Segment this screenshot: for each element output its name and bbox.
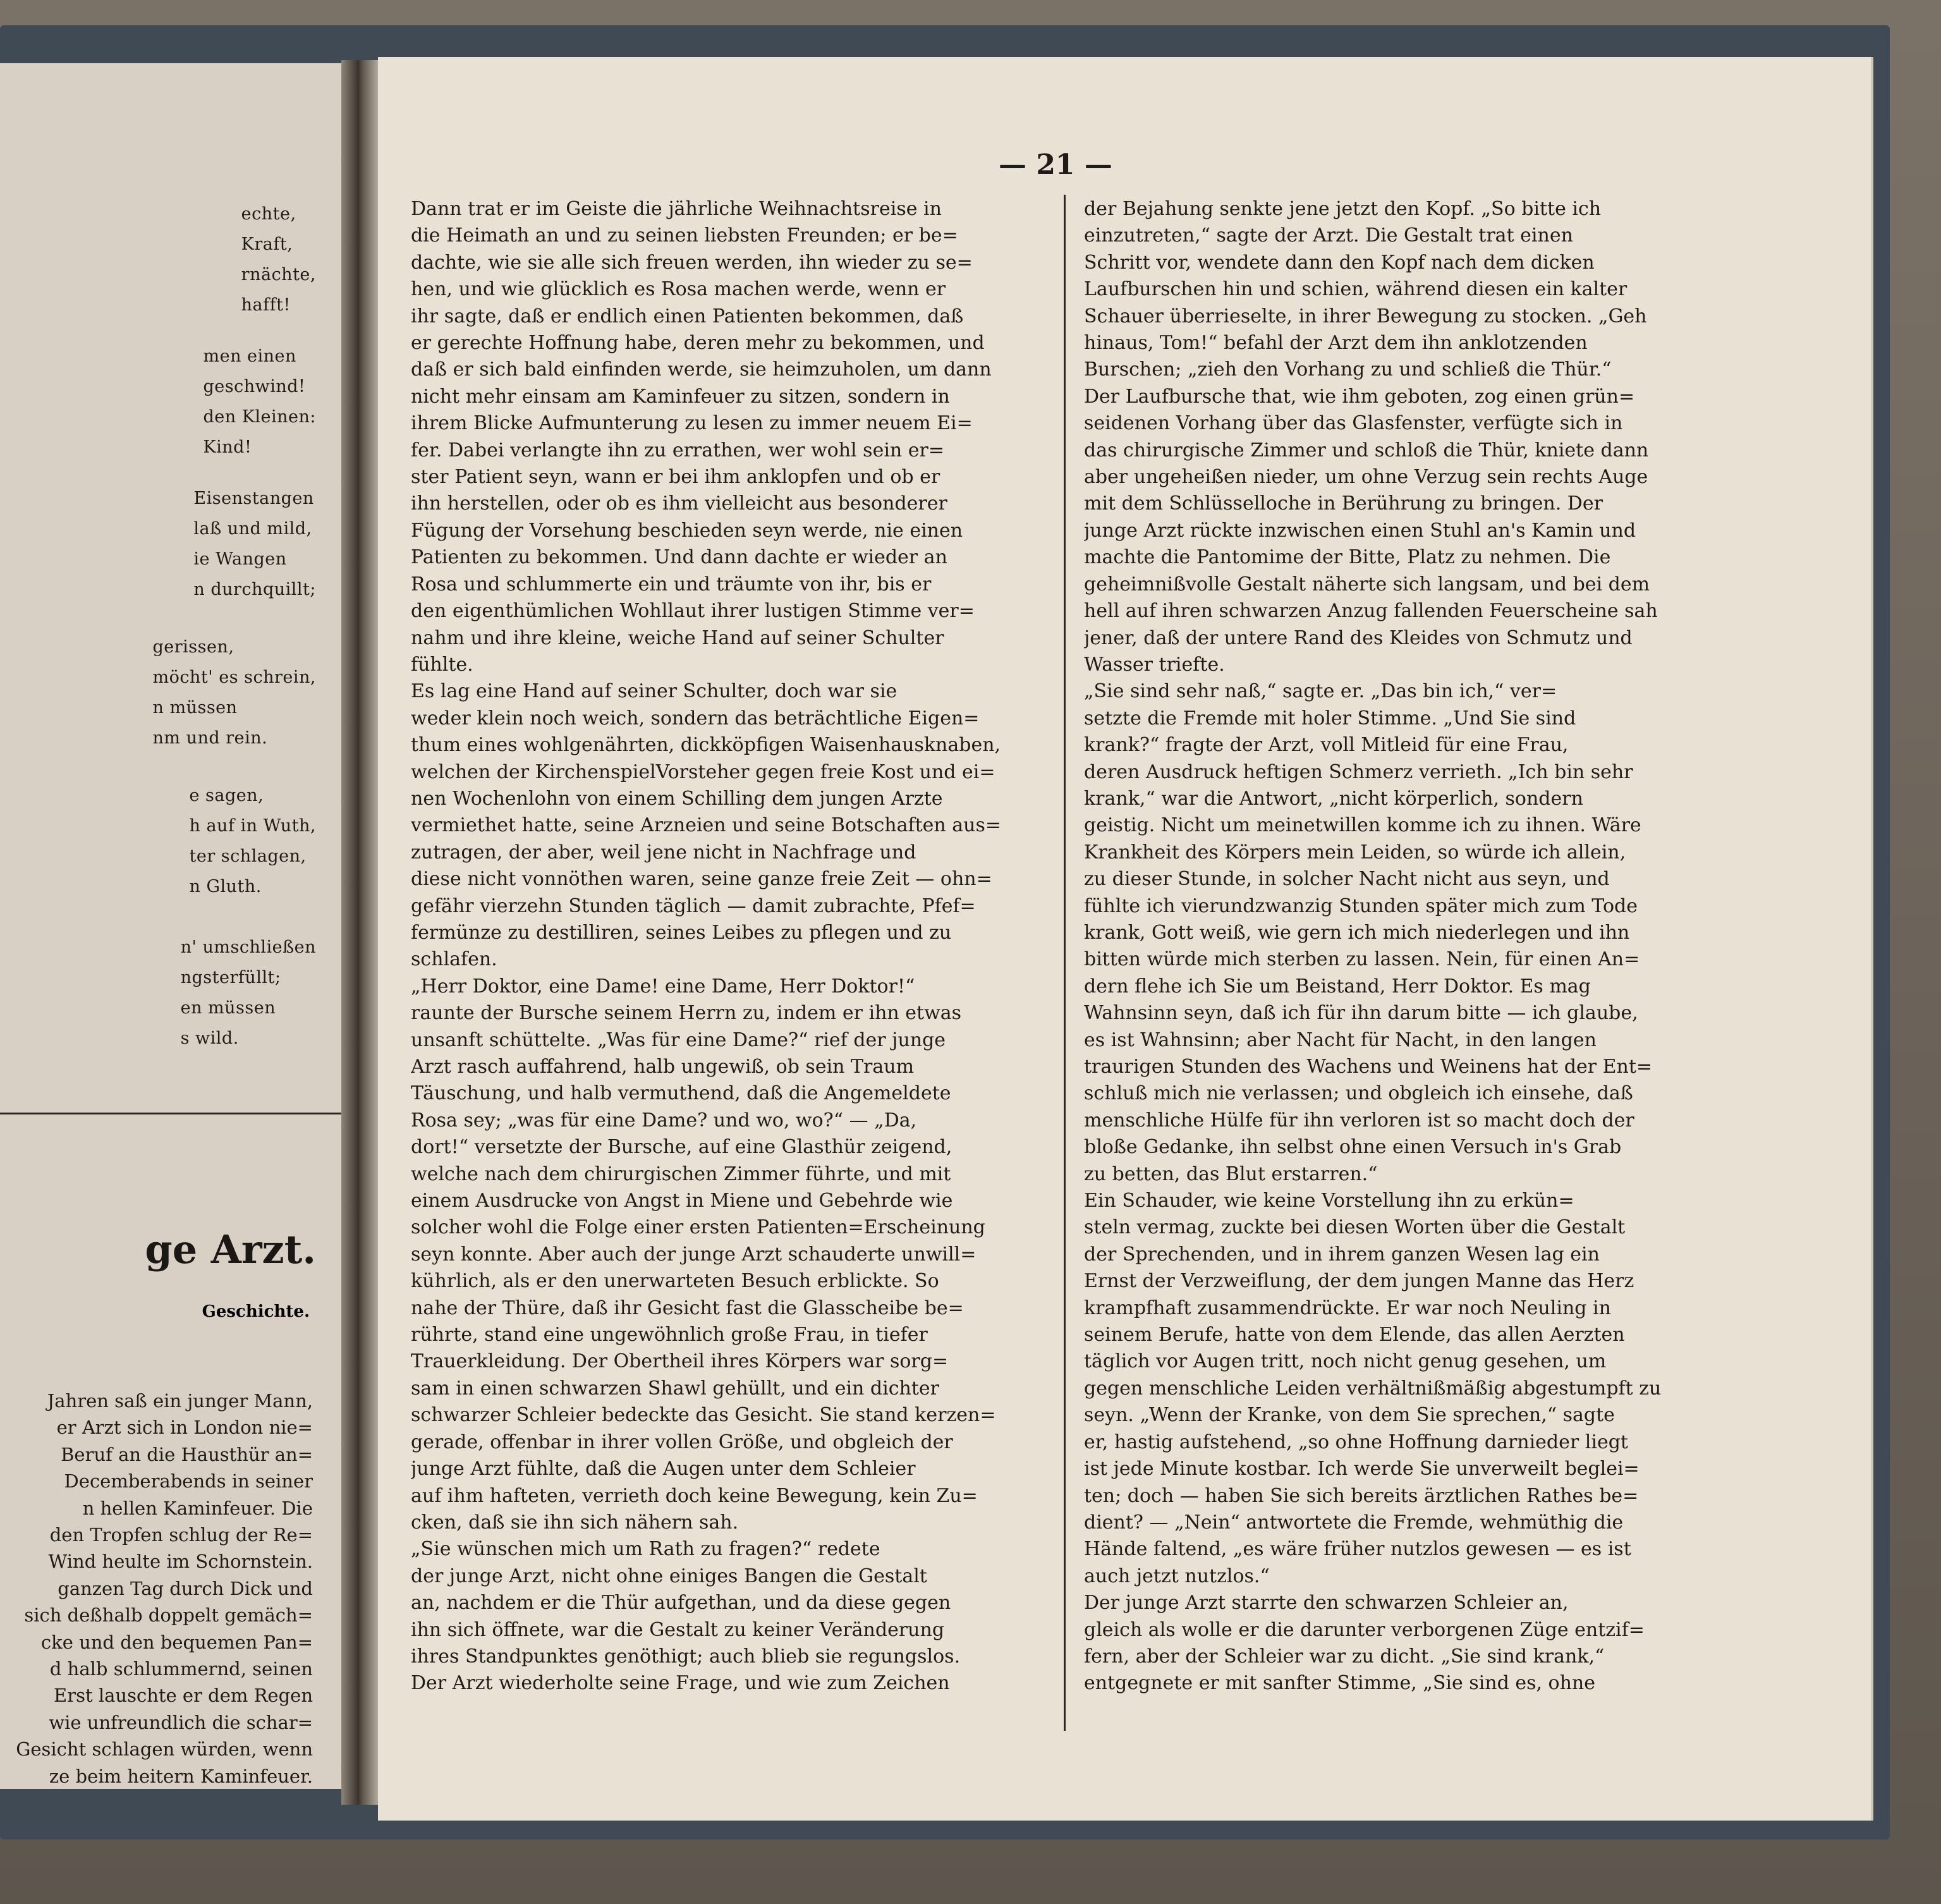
prose-line: Wind heulte im Schornstein. (48, 1551, 313, 1573)
text-line: seidenen Vorhang über das Glasfenster, verfügte sich in (1084, 412, 1623, 435)
text-line: krank, Gott weiß, wie gern ich mich niederlegen und ihn (1084, 921, 1630, 944)
page-number: — 21 — (999, 149, 1112, 181)
text-line: die Heimath an und zu seinen liebsten Freunden; er be= (411, 224, 958, 247)
text-line: Schauer überrieselte, in ihrer Bewegung zu stocken. „Geh (1084, 305, 1647, 327)
text-line: daß er sich bald einfinden werde, sie heimzuholen, um dann (411, 358, 992, 381)
text-line: ihr sagte, daß er endlich einen Patienten bekommen, daß (411, 305, 964, 327)
text-line: bitten würde mich sterben zu lassen. Nein, für einen An= (1084, 948, 1640, 971)
text-line: krank?“ fragte der Arzt, voll Mitleid für eine Frau, (1084, 734, 1569, 757)
text-line: gefähr vierzehn Stunden täglich — damit zubrachte, Pfef= (411, 894, 976, 917)
text-column-right (1084, 196, 1732, 1697)
text-line: täglich vor Augen tritt, noch nicht genug gesehen, um (1084, 1350, 1607, 1373)
text-line: „Sie sind sehr naß,“ sagte er. „Das bin ich,“ ver= (1084, 680, 1557, 703)
poem-line: ie Wangen (193, 549, 287, 569)
poem-line: ter schlagen, (189, 846, 307, 866)
prose-line: er Arzt sich in London nie= (56, 1417, 313, 1439)
text-line: steln vermag, zuckte bei diesen Worten über die Gestalt (1084, 1216, 1626, 1239)
text-line: vermiethet hatte, seine Arzneien und seine Botschaften aus= (411, 814, 1001, 837)
poem-line: h auf in Wuth, (189, 816, 316, 836)
text-line: schlafen. (411, 948, 497, 971)
prose-line: den Tropfen schlug der Re= (49, 1524, 313, 1546)
text-line: ihn herstellen, oder ob es ihm vielleicht aus besonderer (411, 492, 947, 515)
text-line: hell auf ihren schwarzen Anzug fallenden Feuerscheine sah (1084, 600, 1658, 623)
poem-line: en müssen (180, 998, 276, 1018)
text-line: Schritt vor, wendete dann den Kopf nach dem dicken (1084, 251, 1595, 274)
poem-line: n müssen (152, 698, 238, 717)
text-line: Hände faltend, „es wäre früher nutzlos gewesen — es ist (1084, 1538, 1631, 1561)
text-line: Krankheit des Körpers mein Leiden, so würde ich allein, (1084, 841, 1626, 864)
poem-stanza-3 (193, 484, 316, 605)
text-line: Der junge Arzt starrte den schwarzen Schleier an, (1084, 1592, 1569, 1614)
poem-line: laß und mild, (193, 519, 312, 539)
text-line: gerade, offenbar in ihrer vollen Größe, und obgleich der (411, 1431, 953, 1453)
text-line: der junge Arzt, nicht ohne einiges Bangen die Gestalt (411, 1565, 927, 1587)
text-line: an, nachdem er die Thür aufgethan, und da diese gegen (411, 1592, 951, 1614)
text-line: Täuschung, und halb vermuthend, daß die Angemeldete (411, 1082, 951, 1105)
text-line: Burschen; „zieh den Vorhang zu und schließ die Thür.“ (1084, 358, 1612, 381)
prose-line: wie unfreundlich die schar= (49, 1711, 313, 1733)
poem-line: ngsterfüllt; (180, 968, 281, 987)
text-line: weder klein noch weich, sondern das beträchtliche Eigen= (411, 707, 980, 729)
text-line: menschliche Hülfe für ihn verloren ist so macht doch der (1084, 1109, 1634, 1132)
text-line: ist jede Minute kostbar. Ich werde Sie unverweilt beglei= (1084, 1458, 1640, 1480)
text-line: zu betten, das Blut erstarren.“ (1084, 1163, 1378, 1185)
poem-line: n Gluth. (189, 877, 262, 896)
poem-line: den Kleinen: (203, 407, 316, 427)
text-line: dern flehe ich Sie um Beistand, Herr Doktor. Es mag (1084, 975, 1591, 998)
poem-stanza-1 (241, 199, 316, 320)
text-line: welchen der KirchenspielVorsteher gegen freie Kost und ei= (411, 760, 995, 783)
text-line: thum eines wohlgenährten, dickköpfigen Waisenhausknaben, (411, 734, 1001, 757)
poem-line: hafft! (241, 295, 291, 315)
text-line: nahe der Thüre, daß ihr Gesicht fast die Glasscheibe be= (411, 1297, 964, 1319)
prose-line: Gesicht schlagen würden, wenn (16, 1738, 313, 1761)
text-line: ihrem Blicke Aufmunterung zu lesen zu immer neuem Ei= (411, 412, 973, 435)
poem-line: n' umschließen (180, 937, 316, 957)
poem-line: n durchquillt; (193, 580, 316, 599)
prose-line: Jahren saß ein junger Mann, (47, 1390, 313, 1412)
text-line: fühlte. (411, 653, 473, 676)
poem-line: e sagen, (189, 786, 264, 805)
prose-line: Decemberabends in seiner (64, 1470, 313, 1492)
text-line: dort!“ versetzte der Bursche, auf eine Glasthür zeigend, (411, 1136, 952, 1159)
poem-stanza-6 (181, 932, 316, 1054)
text-line: deren Ausdruck heftigen Schmerz verrieth. „Ich bin sehr (1084, 760, 1633, 783)
prose-line: cke und den bequemen Pan= (40, 1631, 313, 1653)
text-line: traurigen Stunden des Wachens und Weinens hat der Ent= (1084, 1056, 1653, 1078)
text-line: solcher wohl die Folge einer ersten Patienten=Erscheinung (411, 1216, 985, 1239)
text-line: unsanft schüttelte. „Was für eine Dame?“ rief der junge (411, 1028, 946, 1051)
poem-line: möcht' es schrein, (152, 668, 316, 687)
text-line: einem Ausdrucke von Angst in Miene und Gebehrde wie (411, 1190, 953, 1212)
text-line: Rosa und schlummerte ein und träumte von ihr, bis er (411, 573, 932, 595)
text-line: „Herr Doktor, eine Dame! eine Dame, Herr Doktor!“ (411, 975, 915, 998)
text-line: cken, daß sie ihn sich nähern sah. (411, 1511, 739, 1534)
text-line: nicht mehr einsam am Kaminfeuer zu sitzen, sondern in (411, 385, 950, 408)
text-line: hinaus, Tom!“ befahl der Arzt dem ihn anklotzenden (1084, 332, 1588, 355)
text-line: machte die Pantomime der Bitte, Platz zu nehmen. Die (1084, 546, 1611, 569)
text-line: den eigenthümlichen Wohllaut ihrer lustigen Stimme ver= (411, 600, 975, 623)
text-line: ster Patient seyn, wann er bei ihm anklopfen und ob er (411, 466, 940, 489)
left-page (0, 63, 341, 1789)
text-line: Trauerkleidung. Der Obertheil ihres Körpers war sorg= (411, 1350, 949, 1373)
poem-line: nm und rein. (152, 728, 268, 748)
text-line: seyn konnte. Aber auch der junge Arzt schauderte unwill= (411, 1243, 977, 1266)
prose-line: d halb schlummernd, seinen (49, 1658, 313, 1680)
text-line: fern, aber der Schleier war zu dicht. „Sie sind krank,“ (1084, 1645, 1605, 1668)
text-line: zutragen, der aber, weil jene nicht in Nachfrage und (411, 841, 916, 864)
poem-line: geschwind! (203, 377, 306, 396)
poem-line: echte, (241, 204, 296, 224)
poem-line: men einen (203, 346, 296, 366)
text-line: seyn. „Wenn der Kranke, von dem Sie sprechen,“ sagte (1084, 1404, 1615, 1427)
prose-line: ganzen Tag durch Dick und (58, 1577, 313, 1599)
left-page-prose (16, 1388, 313, 1790)
text-line: nen Wochenlohn von einem Schilling dem jungen Arzte (411, 787, 943, 810)
poem-line: gerissen, (152, 637, 234, 657)
text-line: Dann trat er im Geiste die jährliche Weihnachtsreise in (411, 198, 942, 220)
text-line: auf ihm hafteten, verrieth doch keine Bewegung, kein Zu= (411, 1484, 978, 1507)
text-line: sam in einen schwarzen Shawl gehüllt, und ein dichter (411, 1377, 939, 1400)
prose-line: sich deßhalb doppelt gemäch= (24, 1604, 313, 1626)
text-line: ten; doch — haben Sie sich bereits ärztlichen Rathes be= (1084, 1484, 1639, 1507)
poem-line: Kind! (203, 437, 252, 457)
text-line: dient? — „Nein“ antwortete die Fremde, wehmüthig die (1084, 1511, 1624, 1534)
text-line: Wasser triefte. (1084, 653, 1225, 676)
text-line: Laufburschen hin und schien, während diesen ein kalter (1084, 278, 1628, 301)
left-page-divider (0, 1113, 341, 1114)
text-line: jener, daß der untere Rand des Kleides von Schmutz und (1084, 626, 1633, 649)
text-line: mit dem Schlüsselloche in Berührung zu bringen. Der (1084, 492, 1603, 515)
story-subtitle: Geschichte. (202, 1302, 310, 1321)
text-line: gegen menschliche Leiden verhältnißmäßig abgestumpft zu (1084, 1377, 1662, 1400)
text-line: er, hastig aufstehend, „so ohne Hoffnung darnieder liegt (1084, 1431, 1628, 1453)
text-line: „Sie wünschen mich um Rath zu fragen?“ redete (411, 1538, 880, 1561)
poem-stanza-2 (203, 341, 316, 463)
text-line: schwarzer Schleier bedeckte das Gesicht. Sie stand kerzen= (411, 1404, 996, 1427)
poem-line: Kraft, (241, 235, 293, 254)
prose-line: Erst lauschte er dem Regen (54, 1685, 313, 1707)
text-line: Der Laufbursche that, wie ihm geboten, zog einen grün= (1084, 385, 1635, 408)
text-line: raunte der Bursche seinem Herrn zu, indem er ihn etwas (411, 1002, 962, 1025)
text-line: es ist Wahnsinn; aber Nacht für Nacht, in den langen (1084, 1028, 1597, 1051)
text-line: rührte, stand eine ungewöhnlich große Frau, in tiefer (411, 1324, 928, 1346)
prose-line: Beruf an die Hausthür an= (61, 1443, 313, 1465)
text-line: Fügung der Vorsehung beschieden seyn werde, nie einen (411, 519, 963, 542)
text-line: der Bejahung senkte jene jetzt den Kopf. „So bitte ich (1084, 198, 1602, 220)
text-line: zu dieser Stunde, in solcher Nacht nicht aus seyn, und (1084, 868, 1610, 891)
text-line: ihres Standpunktes genöthigt; auch blieb sie regungslos. (411, 1645, 961, 1668)
text-column-left (411, 196, 1049, 1697)
story-title: ge Arzt. (145, 1226, 316, 1272)
text-line: junge Arzt rückte inzwischen einen Stuhl an's Kamin und (1084, 519, 1636, 542)
text-line: er gerechte Hoffnung habe, deren mehr zu bekommen, und (411, 332, 985, 355)
text-line: Rosa sey; „was für eine Dame? und wo, wo?“ — „Da, (411, 1109, 917, 1132)
text-line: gleich als wolle er die darunter verborgenen Züge entzif= (1084, 1618, 1645, 1641)
prose-line: n hellen Kaminfeuer. Die (82, 1497, 313, 1519)
text-line: fermünze zu destilliren, seines Leibes zu pflegen und zu (411, 921, 952, 944)
poem-line: Eisenstangen (193, 489, 314, 508)
text-line: aber ungeheißen nieder, um ohne Verzug sein rechts Auge (1084, 466, 1648, 489)
text-line: schluß mich nie verlassen; und obgleich ich einsehe, daß (1084, 1082, 1633, 1105)
text-line: Der Arzt wiederholte seine Frage, und wie zum Zeichen (411, 1672, 950, 1695)
text-line: dachte, wie sie alle sich freuen werden, ihn wieder zu se= (411, 251, 973, 274)
text-line: geistig. Nicht um meinetwillen komme ich zu ihnen. Wäre (1084, 814, 1641, 837)
text-line: setzte die Fremde mit holer Stimme. „Und Sie sind (1084, 707, 1576, 729)
text-line: Patienten zu bekommen. Und dann dachte er wieder an (411, 546, 947, 569)
book-gutter (341, 60, 379, 1805)
text-line: auch jetzt nutzlos.“ (1084, 1565, 1270, 1587)
poem-line: s wild. (180, 1028, 239, 1048)
poem-stanza-5 (189, 781, 316, 902)
text-line: Wahnsinn seyn, daß ich für ihn darum bitte — ich glaube, (1084, 1002, 1638, 1025)
text-line: Ein Schauder, wie keine Vorstellung ihn zu erkün= (1084, 1190, 1574, 1212)
text-line: das chirurgische Zimmer und schloß die Thür, kniete dann (1084, 439, 1649, 461)
poem-stanza-4 (153, 632, 317, 754)
text-line: seinem Berufe, hatte von dem Elende, das allen Aerzten (1084, 1324, 1625, 1346)
text-line: Ernst der Verzweiflung, der dem jungen Manne das Herz (1084, 1270, 1634, 1293)
text-line: einzutreten,“ sagte der Arzt. Die Gestalt trat einen (1084, 224, 1573, 247)
poem-line: rnächte, (241, 265, 316, 284)
text-line: der Sprechenden, und in ihrem ganzen Wesen lag ein (1084, 1243, 1600, 1266)
text-line: Arzt rasch auffahrend, halb ungewiß, ob sein Traum (411, 1056, 915, 1078)
column-divider (1064, 195, 1066, 1731)
text-line: bloße Gedanke, ihn selbst ohne einen Versuch in's Grab (1084, 1136, 1622, 1159)
text-line: junge Arzt fühlte, daß die Augen unter dem Schleier (411, 1458, 916, 1480)
text-line: hen, und wie glücklich es Rosa machen werde, wenn er (411, 278, 946, 301)
text-line: Es lag eine Hand auf seiner Schulter, doch war sie (411, 680, 897, 703)
text-line: entgegnete er mit sanfter Stimme, „Sie sind es, ohne (1084, 1672, 1596, 1695)
text-line: nahm und ihre kleine, weiche Hand auf seiner Schulter (411, 626, 944, 649)
text-line: krank,“ war die Antwort, „nicht körperlich, sondern (1084, 787, 1583, 810)
text-line: fer. Dabei verlangte ihn zu errathen, wer wohl sein er= (411, 439, 945, 461)
text-line: diese nicht vonnöthen waren, seine ganze freie Zeit — ohn= (411, 868, 992, 891)
text-line: ihn sich öffnete, war die Gestalt zu keiner Veränderung (411, 1618, 945, 1641)
text-line: geheimnißvolle Gestalt näherte sich langsam, und bei dem (1084, 573, 1650, 595)
prose-line: ze beim heitern Kaminfeuer. (49, 1765, 313, 1787)
text-line: welche nach dem chirurgischen Zimmer führte, und mit (411, 1163, 951, 1185)
text-line: krampfhaft zusammendrückte. Er war noch Neuling in (1084, 1297, 1611, 1319)
text-line: fühlte ich vierundzwanzig Stunden später mich zum Tode (1084, 894, 1638, 917)
text-line: kührlich, als er den unerwarteten Besuch erblickte. So (411, 1270, 939, 1293)
